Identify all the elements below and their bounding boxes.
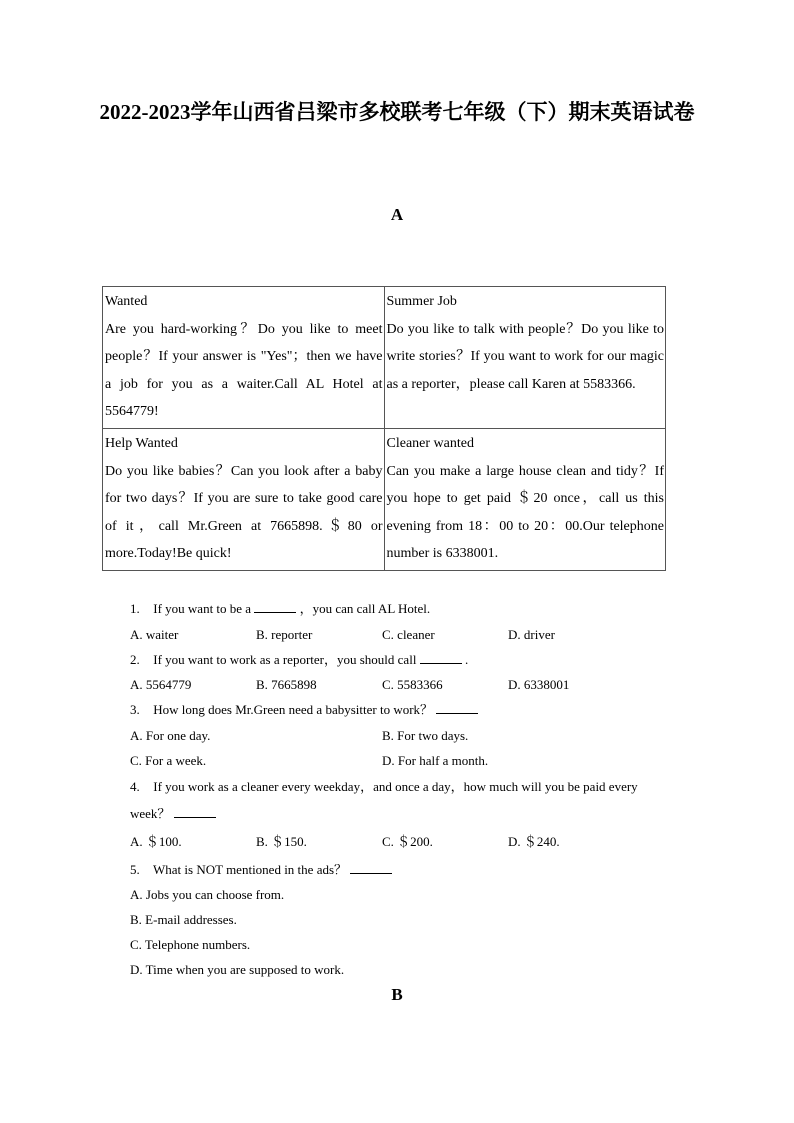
option-row	[130, 723, 678, 748]
question-number: 1.	[130, 601, 140, 616]
question-number: 4.	[130, 778, 140, 794]
ad-body: Do you like babies？Can you look after a baby for two days？If you are sure to take good care of it，call Mr.Green at 7665898.＄80 or more.Today!Be quick!	[105, 463, 383, 562]
question-number: 2.	[130, 651, 140, 667]
ad-cell	[103, 428, 385, 570]
question-text: If you work as a cleaner every weekday，and once a day，how much will you be paid every week？	[130, 778, 638, 821]
option-row	[130, 827, 678, 857]
question-stem	[130, 857, 678, 883]
question-text: How long does Mr.Green need a babysitter to work？	[153, 702, 434, 717]
option-row	[130, 907, 678, 932]
option-row	[130, 748, 678, 773]
option-row	[130, 672, 678, 697]
question-text: If you want to work as a reporter，you should call	[153, 651, 417, 667]
question-stem	[130, 647, 678, 673]
question-number: 5.	[130, 861, 140, 877]
option[interactable]: A. For one day.	[130, 727, 211, 743]
question-text-end: ，you can call AL Hotel.	[299, 601, 431, 616]
answer-blank[interactable]	[254, 612, 296, 613]
option-row	[130, 882, 678, 907]
option[interactable]: B. E-mail addresses.	[130, 912, 237, 927]
question-number: 3.	[130, 702, 140, 717]
question-item	[130, 596, 678, 647]
option[interactable]: B. 7665898	[256, 677, 317, 692]
question-item	[130, 773, 678, 857]
option[interactable]: C. 5583366	[382, 677, 443, 692]
ad-cell	[384, 428, 666, 570]
ad-cell	[103, 287, 385, 429]
answer-blank[interactable]	[350, 873, 392, 874]
answer-blank[interactable]	[436, 713, 478, 714]
option[interactable]: C. For a week.	[130, 752, 207, 768]
question-stem	[130, 773, 678, 827]
question-list	[130, 596, 678, 982]
question-item	[130, 857, 678, 983]
question-text: What is NOT mentioned in the ads？	[153, 861, 348, 877]
option[interactable]: D. ＄240.	[508, 833, 560, 849]
ad-body: Do you like to talk with people？Do you like to write stories？If you want to work for our magic as a reporter，please call Karen at 5583366.	[386, 321, 664, 392]
ad-cell	[384, 287, 666, 429]
option[interactable]: D. 6338001	[508, 677, 570, 692]
ad-body: Are you hard-working？Do you like to meet people？If your answer is "Yes"；then we have a job for you as a waiter.Call AL Hotel at 5564779!	[105, 321, 383, 420]
option[interactable]: B. ＄150.	[256, 833, 307, 849]
question-text: If you want to be a	[153, 601, 252, 616]
job-ads-table	[102, 286, 666, 571]
option-row	[130, 622, 678, 647]
option[interactable]: A. waiter	[130, 626, 179, 642]
option[interactable]: B. For two days.	[382, 727, 469, 743]
option[interactable]: A. Jobs you can choose from.	[130, 887, 285, 902]
question-text-end: .	[464, 651, 469, 667]
section-a-heading: A	[390, 205, 404, 224]
section-b-heading: B	[391, 985, 403, 1004]
option-row	[130, 957, 678, 982]
ad-title: Wanted	[105, 294, 148, 309]
option[interactable]: B. reporter	[256, 626, 313, 642]
answer-blank[interactable]	[174, 817, 216, 818]
option[interactable]: C. Telephone numbers.	[130, 937, 251, 952]
option[interactable]: A. ＄100.	[130, 833, 182, 849]
option[interactable]: D. driver	[508, 626, 555, 642]
table-row	[103, 287, 666, 429]
page-title: 2022-2023学年山西省吕梁市多校联考七年级（下）期末英语试卷	[99, 100, 695, 124]
question-stem	[130, 596, 678, 622]
option[interactable]: C. cleaner	[382, 626, 435, 642]
option[interactable]: D. For half a month.	[382, 752, 489, 768]
question-stem	[130, 697, 678, 723]
question-item	[130, 697, 678, 773]
question-item	[130, 647, 678, 698]
table-row	[103, 428, 666, 570]
option[interactable]: D. Time when you are supposed to work.	[130, 962, 345, 977]
answer-blank[interactable]	[420, 663, 462, 664]
ad-title: Summer Job	[386, 294, 457, 309]
option[interactable]: C. ＄200.	[382, 833, 433, 849]
ad-body: Can you make a large house clean and tidy？If you hope to get paid ＄20 once，call us this evening from 18：00 to 20：00.Our telephone number is 6338001.	[386, 463, 664, 562]
ad-title: Cleaner wanted	[386, 435, 474, 451]
option[interactable]: A. 5564779	[130, 677, 192, 692]
ad-title: Help Wanted	[105, 435, 178, 451]
option-row	[130, 932, 678, 957]
